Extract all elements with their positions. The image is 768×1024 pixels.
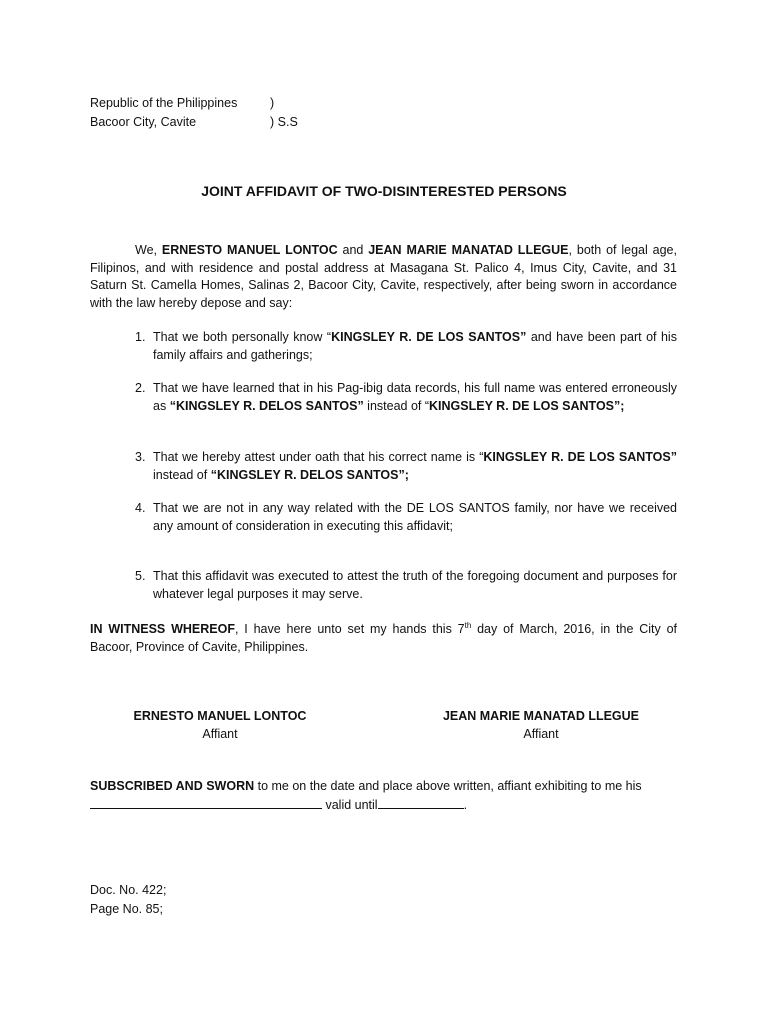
- signature-block: [426, 707, 656, 743]
- intro-we: We,: [135, 243, 162, 257]
- venue-city: Bacoor City, Cavite: [90, 115, 197, 129]
- item-bold-name: KINGSLEY R. DE LOS SANTOS”;: [429, 398, 625, 413]
- jurat-lead: SUBSCRIBED AND SWORN: [90, 779, 255, 793]
- item-text-part: and have been part of his family affairs and gatherings;: [153, 330, 677, 362]
- notarial-register: [90, 881, 166, 919]
- intro-paragraph: [90, 242, 677, 312]
- signatory-role: Affiant: [202, 727, 238, 741]
- item-bold-name: “KINGSLEY R. DELOS SANTOS”: [169, 398, 364, 413]
- venue-bracket: ): [270, 96, 275, 110]
- item-text-part: That we have learned that in his Pag-ibig data records, his full name was entered erroneously as: [153, 381, 677, 413]
- item-text-part: instead of: [153, 467, 211, 482]
- item-text-part: That we both personally know “: [153, 330, 332, 344]
- item-bold-name: KINGSLEY R. DE LOS SANTOS”: [483, 450, 677, 464]
- item-text: [153, 380, 677, 415]
- doc-number: Doc. No. 422;: [90, 883, 167, 897]
- witness-text: , I have here unto set my hands this 7: [234, 622, 465, 636]
- signatory-name: ERNESTO MANUEL LONTOC: [133, 709, 307, 723]
- witness-text: day of March, 2016, in the City of Bacoor, Province of Cavite, Philippines.: [90, 622, 677, 654]
- list-item: [135, 500, 677, 535]
- list-item: [135, 329, 677, 364]
- item-text: That we are not in any way related with the DE LOS SANTOS family, nor have we received any amount of consideration in executing this affidavit;: [153, 501, 677, 533]
- validity-blank-line: [378, 796, 464, 809]
- item-text: That this affidavit was executed to attest the truth of the foregoing document and purposes for whatever legal purposes it may serve.: [153, 569, 677, 601]
- item-text-part: instead of “: [363, 398, 430, 413]
- day-ordinal: th: [464, 620, 472, 630]
- item-bold-name: KINGSLEY R. DE LOS SANTOS”: [331, 330, 527, 344]
- item-number: 1.: [135, 330, 146, 344]
- jurat-end: .: [463, 798, 468, 812]
- affiant-name-2: JEAN MARIE MANATAD LLEGUE: [368, 243, 569, 257]
- item-number: 3.: [135, 450, 146, 464]
- item-text: [153, 329, 677, 364]
- item-bold-name: “KINGSLEY R. DELOS SANTOS”;: [210, 467, 409, 482]
- page-number: Page No. 85;: [90, 902, 163, 916]
- list-item: [135, 568, 677, 603]
- item-number: 2.: [135, 381, 146, 395]
- jurat-text: to me on the date and place above written, affiant exhibiting to me his: [254, 779, 642, 793]
- witness-paragraph: [90, 621, 677, 656]
- affiant-name-1: ERNESTO MANUEL LONTOC: [161, 243, 338, 257]
- item-text: [153, 449, 677, 484]
- venue-block: [90, 94, 298, 132]
- venue-country: Republic of the Philippines: [90, 96, 238, 110]
- document-title: JOINT AFFIDAVIT OF TWO-DISINTERESTED PERSONS: [201, 183, 567, 199]
- jurat-paragraph: [90, 777, 677, 815]
- item-text-part: That we hereby attest under oath that his correct name is “: [153, 450, 484, 464]
- venue-ss: ) S.S: [270, 115, 298, 129]
- intro-and: and: [337, 243, 369, 257]
- list-item: [135, 449, 677, 484]
- signatory-name: JEAN MARIE MANATAD LLEGUE: [442, 709, 640, 723]
- list-item: [135, 380, 677, 415]
- witness-lead: IN WITNESS WHEREOF: [90, 622, 235, 636]
- item-number: 5.: [135, 569, 146, 583]
- signature-block: [120, 707, 320, 743]
- jurat-valid: valid until: [322, 798, 378, 812]
- signatory-role: Affiant: [523, 727, 559, 741]
- id-blank-line: [90, 796, 322, 809]
- item-number: 4.: [135, 501, 146, 515]
- intro-rest: , both of legal age, Filipinos, and with residence and postal address at Masagana St. Palico 4, Imus City, Cavite, and 31 Saturn St. Camella Homes, Salinas 2, Bacoor City, Cavite, respectively, after being sworn in accordance with the law hereby depose and say:: [90, 243, 677, 310]
